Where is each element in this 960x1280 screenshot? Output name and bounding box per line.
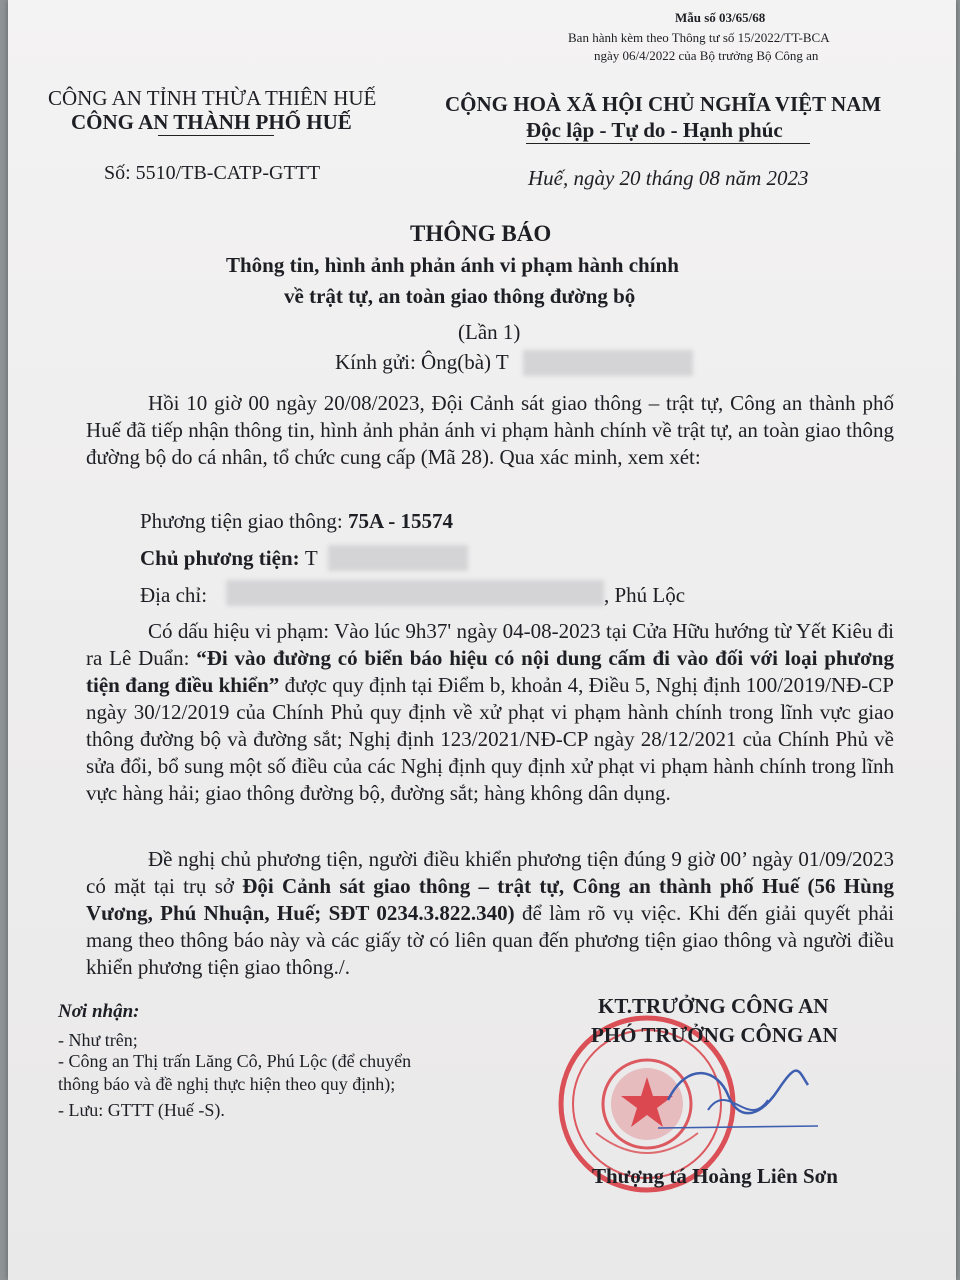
document-page — [8, 0, 956, 1280]
handwritten-signature — [648, 1040, 828, 1150]
agency-name: CÔNG AN THÀNH PHỐ HUẾ — [71, 110, 352, 134]
signer-name: Thượng tá Hoàng Liên Sơn — [592, 1164, 838, 1188]
signature-authority: KT.TRƯỞNG CÔNG AN — [598, 994, 829, 1018]
violation-description: “Đi vào đường có biển báo hiệu có nội dung cấm đi vào đối với loại phương tiện đang điều khiển” — [86, 646, 894, 697]
title-line-2: về trật tự, an toàn giao thông đường bộ — [284, 284, 636, 308]
document-title: THÔNG BÁO — [410, 221, 552, 246]
request-rest: để làm rõ vụ việc. Khi đến giải quyết phải mang theo thông báo này và các giấy tờ có liên quan đến phương tiện giao thông và người điều khiển phương tiện giao thông./. — [86, 901, 894, 979]
vehicle-line — [140, 508, 453, 535]
request-paragraph — [86, 846, 894, 981]
agency-underline — [158, 135, 274, 136]
document-number: Số: 5510/TB-CATP-GTTT — [104, 162, 321, 184]
motto-underline — [526, 143, 810, 144]
signature-title: PHÓ TRƯỞNG CÔNG AN — [591, 1023, 838, 1047]
redacted-name — [523, 350, 693, 376]
address-tail: , Phú Lộc — [604, 583, 686, 607]
notice-round: (Lần 1) — [458, 320, 521, 344]
request-location: Đội Cảnh sát giao thông – trật tự, Công an thành phố Huế (56 Hùng Vương, Phú Nhuận, Huế; SĐT 0234.3.822.340) — [86, 874, 895, 925]
owner-initial: T — [304, 546, 318, 570]
vehicle-label: Phương tiện giao thông: — [140, 509, 348, 533]
recipient-item: - Như trên; — [58, 1030, 138, 1050]
parent-agency: CÔNG AN TỈNH THỪA THIÊN HUẾ — [48, 86, 377, 110]
owner-label: Chủ phương tiện: — [140, 546, 305, 570]
redacted-owner — [328, 545, 468, 571]
license-plate: 75A - 15574 — [347, 509, 453, 533]
place-date: Huế, ngày 20 tháng 08 năm 2023 — [528, 166, 809, 190]
intro-paragraph: Hồi 10 giờ 00 ngày 20/08/2023, Đội Cảnh sát giao thông – trật tự, Công an thành phố Huế đã tiếp nhận thông tin, hình ảnh phản ánh vi phạm hành chính về trật tự, an toàn giao thông đường bộ do cá nhân, tổ chức cung cấp (Mã 28). Qua xác minh, xem xét: — [86, 391, 894, 469]
addressee: Kính gửi: Ông(bà) T — [335, 350, 509, 374]
form-issued-date: ngày 06/4/2022 của Bộ trưởng Bộ Công an — [594, 48, 819, 63]
recipients-title: Nơi nhận: — [58, 1001, 140, 1022]
request-lead: Đề nghị chủ phương tiện, người điều khiển phương tiện đúng 9 giờ 00’ ngày 01/09/2023 có mặt tại trụ sở — [86, 847, 894, 898]
redacted-address — [226, 580, 604, 606]
national-motto: Độc lập - Tự do - Hạnh phúc — [526, 118, 783, 142]
title-line-1: Thông tin, hình ảnh phản ánh vi phạm hành chính — [226, 253, 679, 277]
violation-legal-basis: được quy định tại Điểm b, khoản 4, Điều 5, Nghị định 100/2019/NĐ-CP ngày 30/12/2019 của Chính Phủ quy định về xử phạt vi phạm hành chính trong lĩnh vực giao thông đường bộ và đường sắt; Nghị định 123/2021/NĐ-CP ngày 28/12/2021 của Chính Phủ về sửa đổi, bổ sung một số điều của các Nghị định quy định xử phạt vi phạm hành chính trong lĩnh vực hàng hải; giao thông đường bộ, đường sắt; hàng không dân dụng. — [86, 673, 894, 805]
address-label: Địa chỉ: — [140, 583, 208, 607]
owner-line — [140, 545, 318, 572]
violation-paragraph — [86, 618, 894, 807]
form-number: Mẫu số 03/65/68 — [675, 10, 766, 25]
recipient-item: thông báo và đề nghị thực hiện theo quy định); — [58, 1074, 396, 1094]
form-issued-with: Ban hành kèm theo Thông tư số 15/2022/TT-BCA — [568, 30, 830, 45]
country-name: CỘNG HOÀ XÃ HỘI CHỦ NGHĨA VIỆT NAM — [445, 92, 882, 116]
recipient-item: - Công an Thị trấn Lăng Cô, Phú Lộc (để chuyển — [58, 1051, 412, 1071]
recipient-item: - Lưu: GTTT (Huế -S). — [58, 1100, 225, 1120]
violation-lead: Có dấu hiệu vi phạm: Vào lúc 9h37' ngày 04-08-2023 tại Cửa Hữu hướng từ Yết Kiêu đi ra Lê Duẩn: — [86, 619, 894, 670]
